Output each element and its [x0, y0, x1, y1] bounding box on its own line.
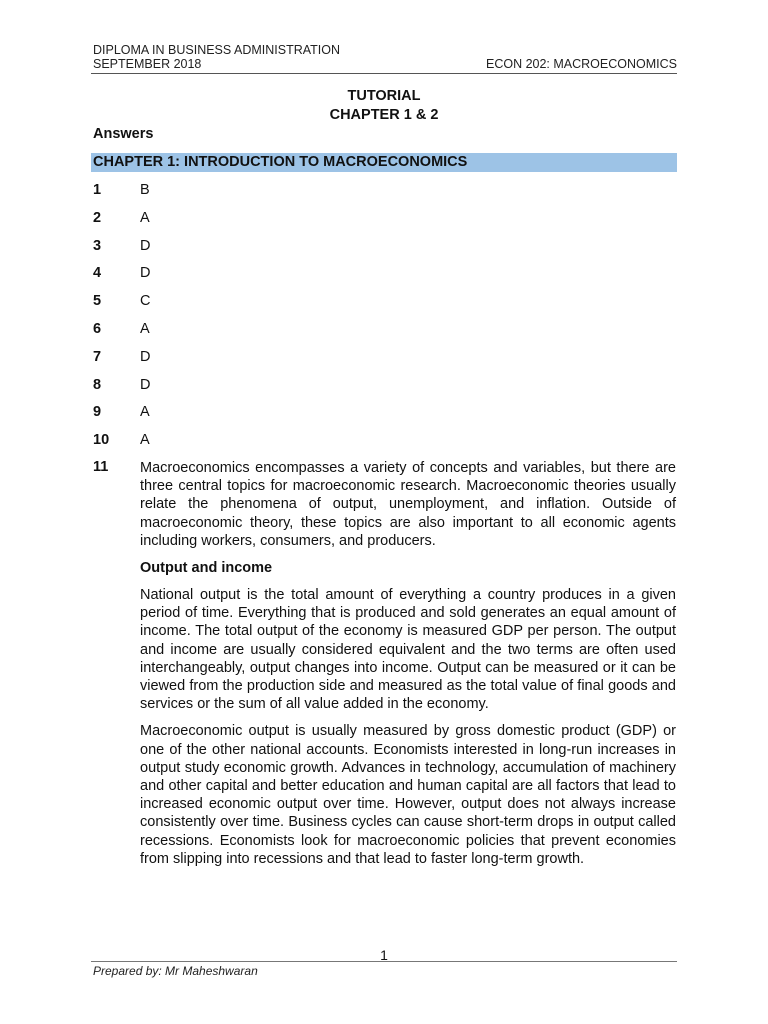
intro-paragraph: Macroeconomics encompasses a variety of concepts and variables, but there are three central topics for macroeconomic research. Macroeconomic theories usually relate the phenomena of output, unemployment, and inflation. Outside of macroeconomic theory, these topics are also important to all economic agents including workers, consumers, and producers. [140, 460, 676, 549]
page-number: 1 [380, 947, 388, 963]
doc-subtitle: CHAPTER 1 & 2 [329, 107, 439, 123]
answer-number: 10 [93, 432, 110, 449]
answer-item [93, 349, 150, 377]
answer-number: 1 [93, 182, 102, 198]
answer-item [93, 210, 150, 238]
chapter-heading: CHAPTER 1: INTRODUCTION TO MACROECONOMICS [93, 154, 468, 170]
output-paragraph-2: Macroeconomic output is usually measured by gross domestic product (GDP) or one of the other national accounts. Economists interested in long-run increases in output study economic growth. Advances in technology, accumulation of machinery and other capital and better education and human capital are all factors that lead to increased economic output over time. However, output does not always increase consistently over time. Business cycles can cause short-term drops in output called recessions. Economists look for macroeconomic policies that prevent economies from slipping into recessions and that lead to faster long-term growth. [140, 723, 676, 867]
answer-value: D [140, 237, 151, 254]
footer-divider [91, 961, 677, 962]
output-paragraph-1: National output is the total amount of everything a country produces in a given period of time. Everything that is produced and sold generates an equal amount of income. The total output of the economy is measured GDP per person. The output and income are usually considered equivalent and the two terms are often used interchangeably, output changes into income. Output can be measured or it can be viewed from the production side and measured as the total value of final goods and services or the sum of all value added in the economy. [140, 587, 676, 713]
answer-value: C [140, 293, 151, 310]
header-course: ECON 202: MACROECONOMICS [485, 57, 677, 71]
answer-value: A [140, 320, 150, 337]
prepared-by: Prepared by: Mr Maheshwaran [93, 964, 258, 978]
answer-number: 5 [93, 293, 102, 310]
question-11-body [140, 459, 676, 877]
answer-item [93, 432, 150, 460]
answers-label: Answers [93, 126, 154, 142]
answer-item [93, 265, 150, 293]
doc-title: TUTORIAL [347, 88, 421, 104]
answer-item [93, 293, 150, 321]
answer-value: A [140, 432, 150, 449]
answer-value: A [140, 404, 150, 421]
answer-item [93, 321, 150, 349]
header-date: SEPTEMBER 2018 [93, 57, 202, 71]
answer-number: 7 [93, 348, 102, 365]
section-subheading: Output and income [140, 560, 273, 577]
answer-item [93, 238, 150, 266]
question-number: 11 [93, 459, 109, 475]
header-divider [91, 73, 677, 74]
answer-number: 4 [93, 265, 102, 282]
answer-item [93, 377, 150, 405]
answer-value: D [140, 348, 151, 365]
answer-number: 6 [93, 320, 102, 337]
answer-number: 9 [93, 404, 102, 421]
answer-list [93, 182, 150, 460]
answer-number: 3 [93, 237, 102, 254]
answer-value: B [140, 182, 150, 198]
header-program: DIPLOMA IN BUSINESS ADMINISTRATION [93, 43, 341, 57]
page-header [93, 43, 677, 71]
answer-number: 8 [93, 376, 102, 393]
answer-value: A [140, 209, 150, 226]
chapter-heading-bar [91, 153, 677, 172]
answer-value: D [140, 265, 151, 282]
answer-item [93, 182, 150, 210]
answer-item [93, 404, 150, 432]
answer-number: 2 [93, 209, 102, 226]
answer-value: D [140, 376, 151, 393]
